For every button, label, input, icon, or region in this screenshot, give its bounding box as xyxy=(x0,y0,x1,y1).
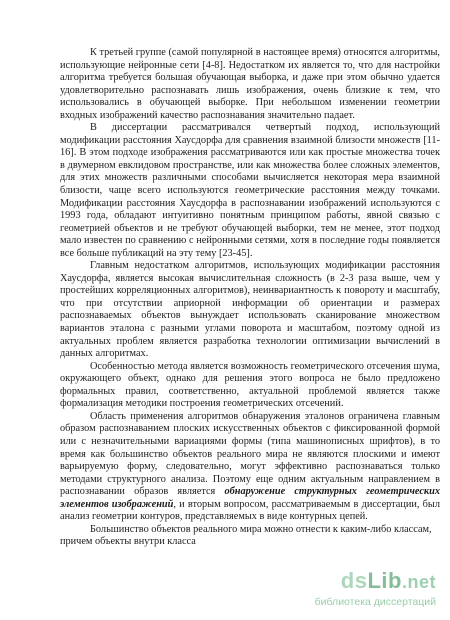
paragraph-5-after: , и вторым вопросом, рассматриваемым в диссертации, был анализ геометрии контуров, представляемых в виде контурных цепей. xyxy=(60,498,440,523)
paragraph-3: Главным недостатком алгоритмов, использующих модификации расстояния Хаусдорфа, является высокая вычислительная сложность (в 2-3 раза выше, чем у простейших корреляционных алгоритмов), неинвариантность к повороту и масштабу, что при отсутствии априорной информации об ориентации и размерах распознаваемых объектов вынуждает использовать сканирование множеством вариантов эталона с разными углами поворота и масштабом, поэтому одной из актуальных проблем является разработка технологии оптимизации вычислений в данных алгоритмах. xyxy=(60,260,440,360)
body-text xyxy=(60,47,440,549)
paragraph-5 xyxy=(60,411,440,524)
watermark-logo-net: .net xyxy=(401,572,436,592)
watermark xyxy=(296,568,436,614)
emphasized-phrase: обнаружение структурных геометрических элементов изображений xyxy=(60,486,440,510)
paragraph-2: В диссертации рассматривался четвертый подход, использующий модификации расстояния Хаусдорфа для сравнения взаимной близости множеств [11-16]. В этом подходе изображения рассматриваются или как простые множества точек в двумерном евклидовом пространстве, или как множества более сложных элементов, для этих множеств различными способами вычисляется некоторая мера взаимной близости, чаще всего используются геометрические расстояния между точками. Модификации расстояния Хаусдорфа в распознавании изображений используются с 1993 года, обладают интуитивно понятным принципом работы, явной связью с геометрией объектов и не требуют обучающей выборки, тем не менее, этот подход мало известен по сравнению с нейронными сетями, хотя в последние годы появляется все больше публикаций на эту тему [23-45]. xyxy=(60,122,440,259)
paragraph-6: Большинство объектов реального мира можно отнести к каким-либо классам, причем объекты внутри класса xyxy=(60,523,432,548)
paragraph-5-text: Область применения алгоритмов обнаружения эталонов ограничена главным образом распознаванием плоских искусственных объектов с фиксированной формой или с незначительными вариациями формы (типа машинописных шрифтов), в то время как большинство объектов реального мира не являются плоскими и имеют варьируемую форму, следовательно, могут эффективно распознаваться только методами структурного анализа. Поэтому еще одним актуальным направлением в распознавании образов является xyxy=(60,410,440,498)
watermark-logo-lib: Lib xyxy=(367,568,402,593)
paragraph-1: К третьей группе (самой популярной в настоящее время) относятся алгоритмы, использующие нейронные сети [4-8]. Недостатком их является то, что для настройки алгоритма требуется большая обучающая выборка, и даже при этом обычно удается удовлетворительно распознавать лишь изображения, очень близкие к тем, что использовались в обучающей выборке. При небольшом изменении геометрии входных изображений качество распознавания значительно падает. xyxy=(60,47,440,121)
watermark-logo xyxy=(341,568,436,594)
watermark-logo-ds: ds xyxy=(340,568,368,593)
paragraph-4: Особенностью метода является возможность геометрического отсечения шума, окружающего объект, однако для решения этого вопроса не было предложено формальных правил, соответственно, актуальной проблемой является также формализация методики построения геометрических отсечений. xyxy=(60,360,440,410)
watermark-subtitle: библиотека диссертаций xyxy=(314,596,436,608)
